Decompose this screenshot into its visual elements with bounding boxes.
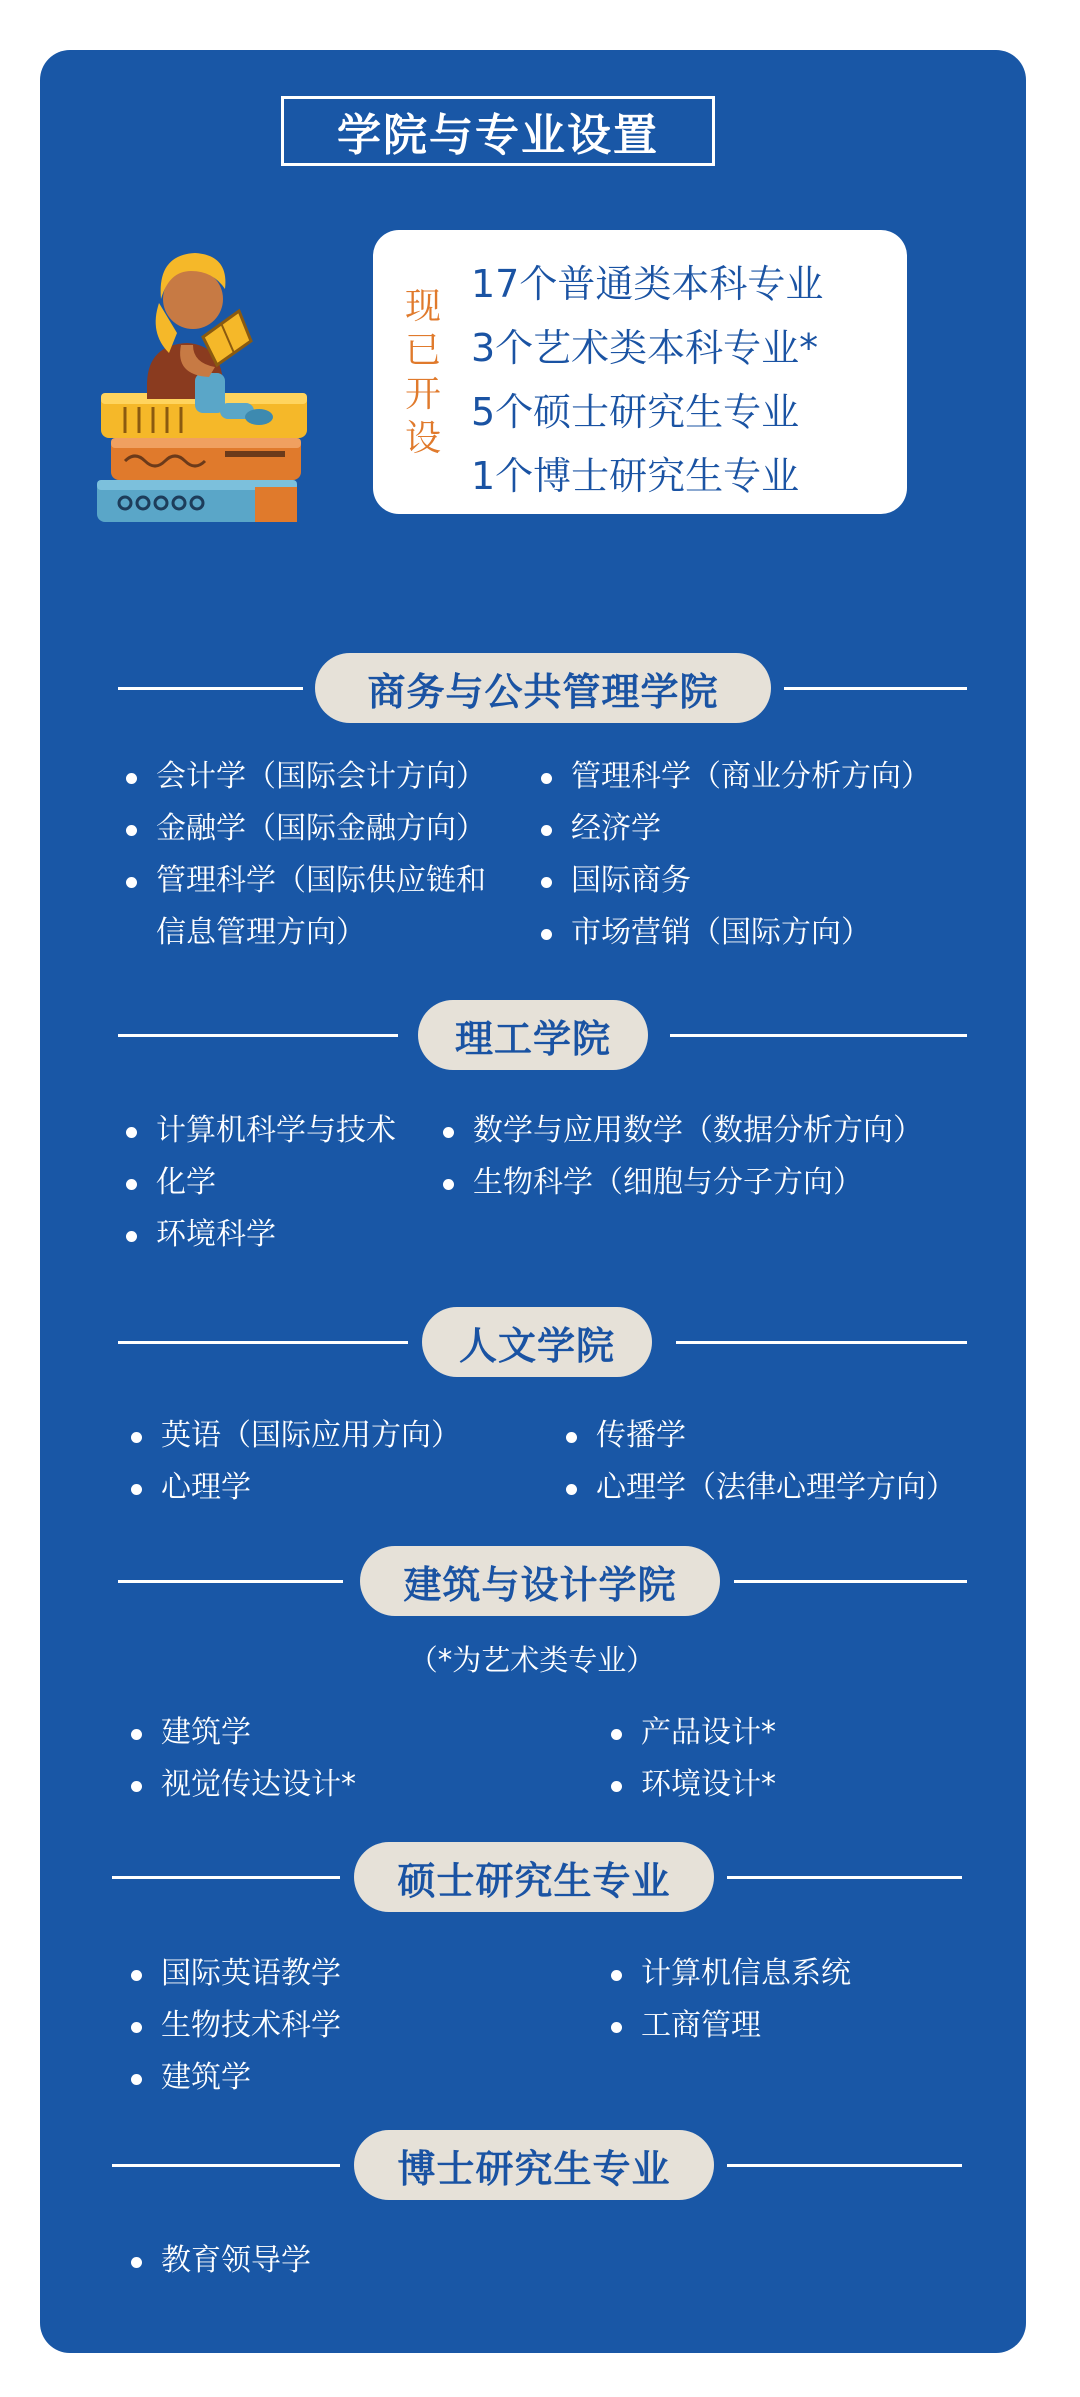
doctoral-list [125, 2235, 311, 2287]
list-item: 心理学 [125, 1462, 461, 1514]
divider-line [112, 1876, 340, 1879]
humanities-list-right [560, 1410, 956, 1514]
summary-tag-char: 已 [404, 330, 441, 371]
list-item: 市场营销（国际方向） [535, 907, 931, 959]
business-list-right [535, 751, 931, 959]
architecture-list-right [605, 1707, 776, 1811]
business-list-left [120, 751, 486, 959]
humanities-list-left [125, 1410, 461, 1514]
list-item: 管理科学（国际供应链和 [120, 855, 486, 907]
section-header-architecture [82, 1546, 982, 1616]
section-title-doctoral: 博士研究生专业 [354, 2130, 714, 2200]
science-list-right [437, 1105, 923, 1209]
summary-line: 1个博士研究生专业 [471, 454, 800, 498]
section-header-masters [82, 1842, 982, 1912]
section-title-humanities: 人文学院 [422, 1307, 652, 1377]
divider-line [118, 1034, 398, 1037]
divider-line [118, 1580, 343, 1583]
list-item: 金融学（国际金融方向） [120, 803, 486, 855]
divider-line [727, 1876, 962, 1879]
list-item: 工商管理 [605, 2000, 851, 2052]
list-item: 国际商务 [535, 855, 931, 907]
masters-list-right [605, 1948, 851, 2052]
list-item: 化学 [120, 1157, 396, 1209]
divider-line [676, 1341, 967, 1344]
summary-lines [471, 252, 823, 508]
summary-tag-char: 开 [404, 374, 441, 415]
section-header-business [82, 653, 982, 723]
list-item: 视觉传达设计* [125, 1759, 356, 1811]
divider-line [670, 1034, 967, 1037]
section-header-science [82, 1000, 982, 1070]
summary-tag-char: 设 [404, 418, 441, 459]
list-item: 会计学（国际会计方向） [120, 751, 486, 803]
list-item: 生物科学（细胞与分子方向） [437, 1157, 923, 1209]
divider-line [784, 687, 967, 690]
section-title-business: 商务与公共管理学院 [315, 653, 771, 723]
list-item: 建筑学 [125, 2052, 341, 2104]
list-item: 经济学 [535, 803, 931, 855]
summary-tag [403, 285, 443, 461]
science-list-left [120, 1105, 396, 1261]
summary-line: 3个艺术类本科专业* [471, 326, 819, 370]
list-item: 教育领导学 [125, 2235, 311, 2287]
reading-child-illustration [85, 225, 325, 545]
program-summary-box [373, 230, 907, 514]
list-item: 英语（国际应用方向） [125, 1410, 461, 1462]
divider-line [118, 1341, 408, 1344]
section-header-humanities [82, 1307, 982, 1377]
list-item: 心理学（法律心理学方向） [560, 1462, 956, 1514]
list-item: 传播学 [560, 1410, 956, 1462]
divider-line [727, 2164, 962, 2167]
list-item: 建筑学 [125, 1707, 356, 1759]
section-title-science: 理工学院 [418, 1000, 648, 1070]
section-header-doctoral [82, 2130, 982, 2200]
divider-line [734, 1580, 967, 1583]
section-title-architecture: 建筑与设计学院 [360, 1546, 720, 1616]
summary-tag-char: 现 [404, 286, 441, 327]
list-item-continuation [120, 907, 486, 959]
list-item-continuation-text: 信息管理方向） [156, 915, 366, 950]
art-major-note: （*为艺术类专业） [408, 1643, 656, 1677]
divider-line [118, 687, 303, 690]
list-item: 环境科学 [120, 1209, 396, 1261]
list-item: 国际英语教学 [125, 1948, 341, 2000]
summary-line: 5个硕士研究生专业 [471, 390, 800, 434]
masters-list-left [125, 1948, 341, 2104]
section-title-masters: 硕士研究生专业 [354, 1842, 714, 1912]
list-item: 计算机科学与技术 [120, 1105, 396, 1157]
list-item: 生物技术科学 [125, 2000, 341, 2052]
divider-line [112, 2164, 340, 2167]
list-item: 计算机信息系统 [605, 1948, 851, 2000]
list-item: 环境设计* [605, 1759, 776, 1811]
page-title: 学院与专业设置 [281, 96, 715, 166]
list-item: 产品设计* [605, 1707, 776, 1759]
list-item: 数学与应用数学（数据分析方向） [437, 1105, 923, 1157]
list-item: 管理科学（商业分析方向） [535, 751, 931, 803]
architecture-list-left [125, 1707, 356, 1811]
summary-line: 17个普通类本科专业 [471, 262, 824, 306]
